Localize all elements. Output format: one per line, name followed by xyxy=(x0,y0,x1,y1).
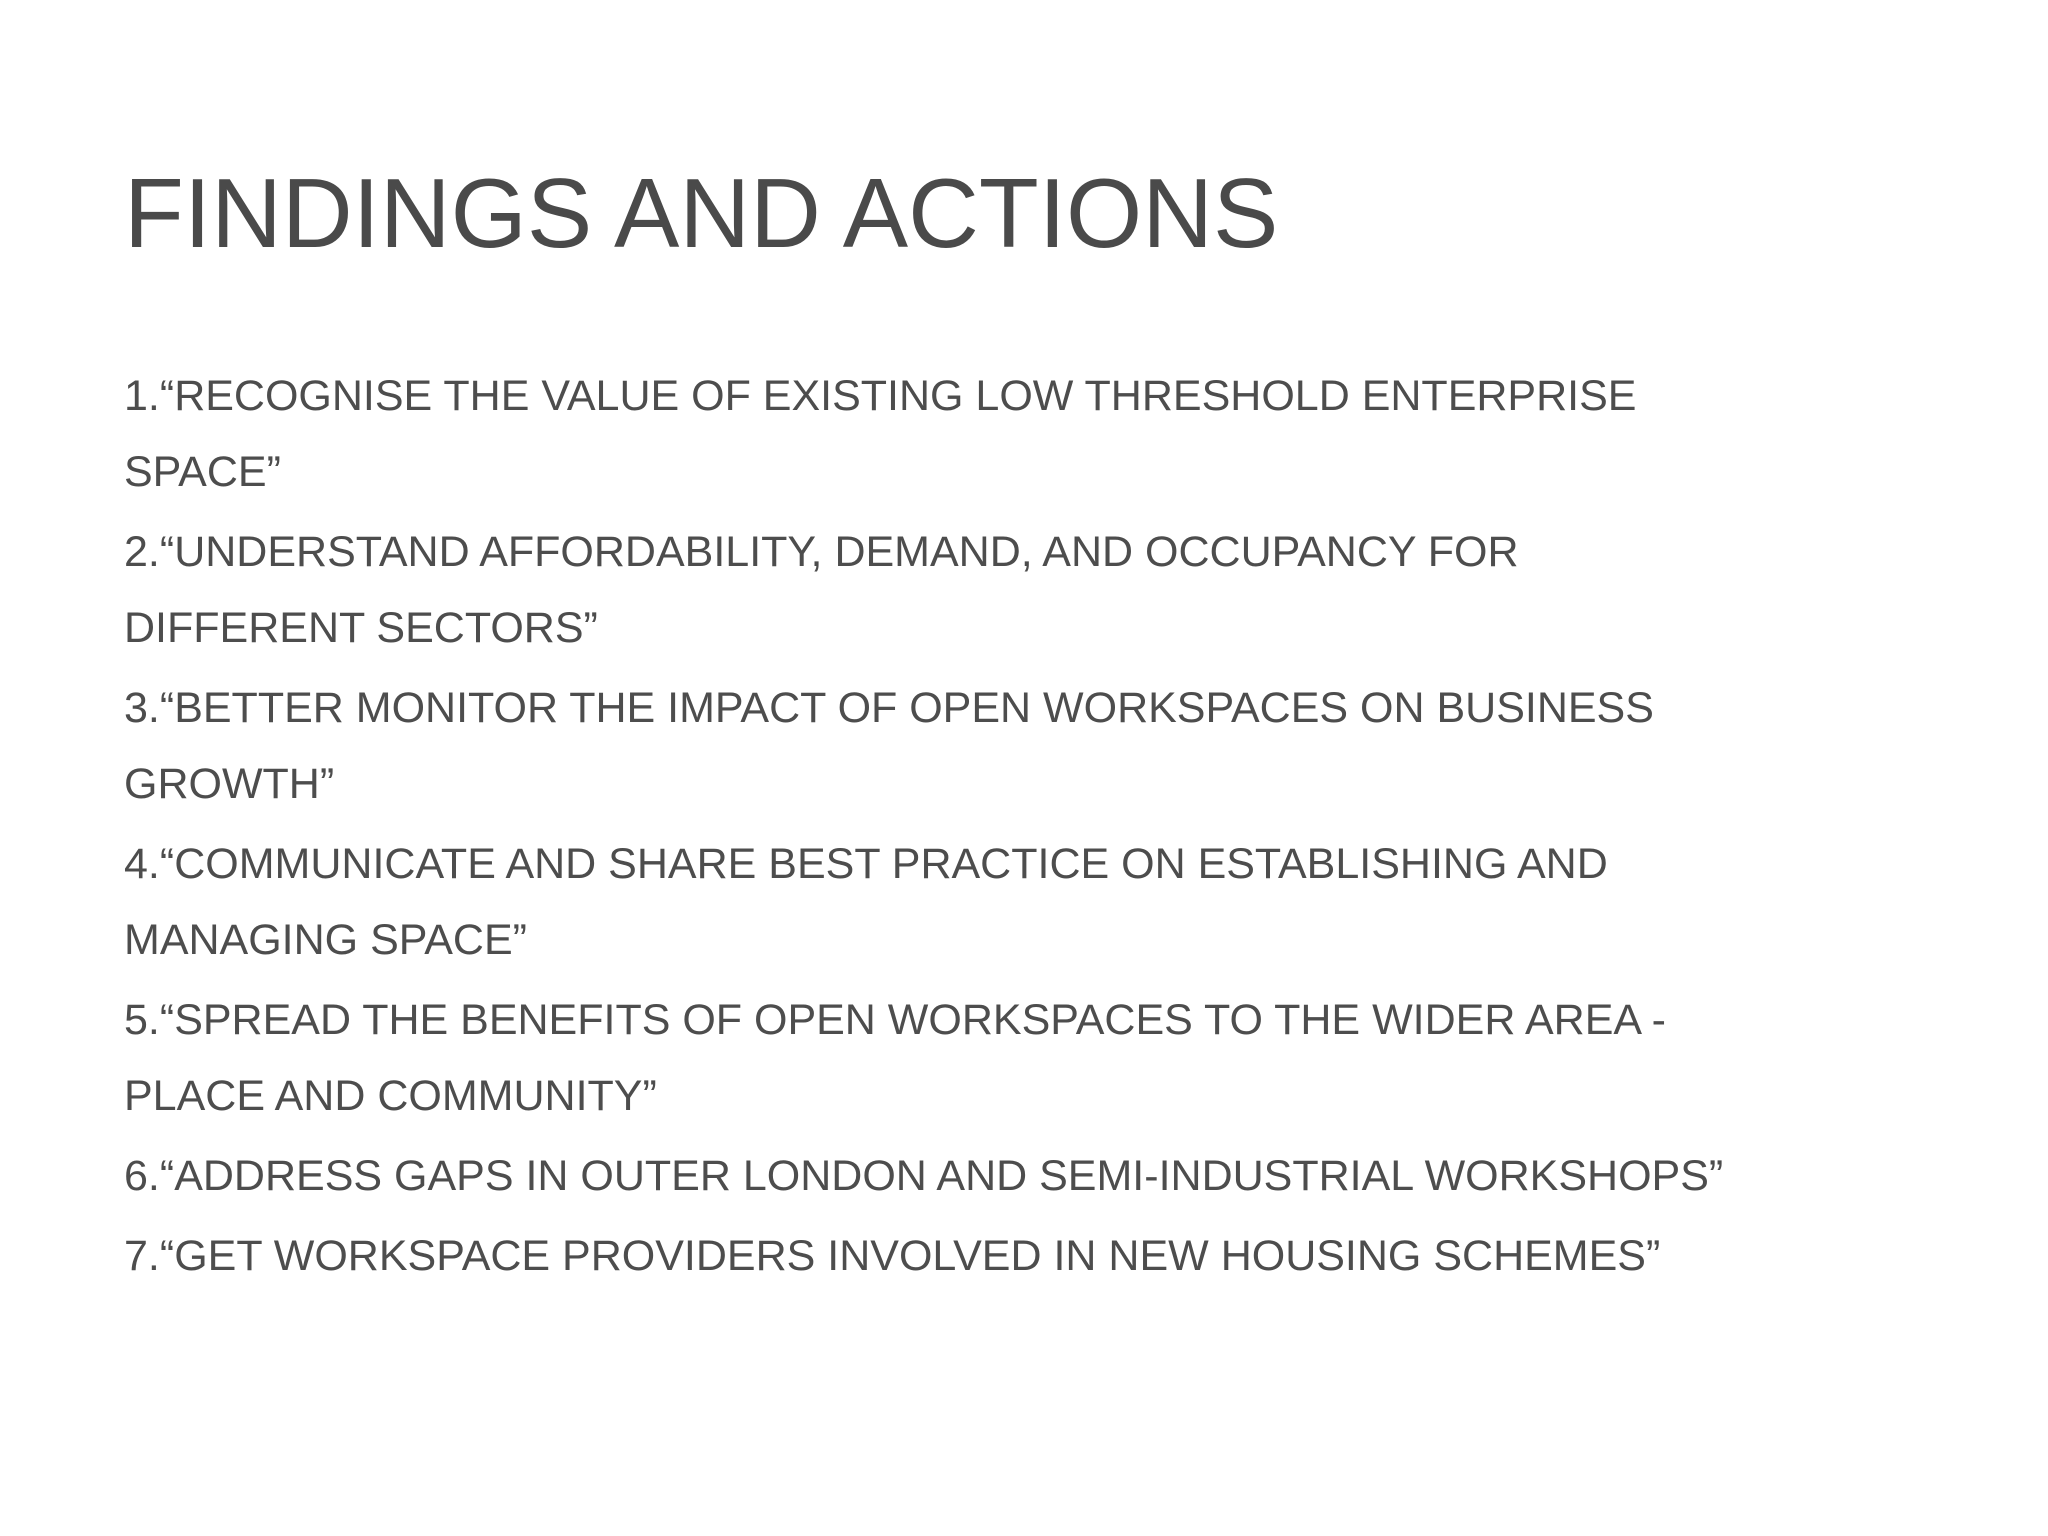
item-text: “ADDRESS GAPS IN OUTER LONDON AND SEMI-INDUSTRIAL WORKSHOPS” xyxy=(159,1152,1724,1200)
item-number: 4. xyxy=(124,840,160,888)
item-text: “GET WORKSPACE PROVIDERS INVOLVED IN NEW HOUSING SCHEMES” xyxy=(159,1232,1661,1280)
list-item xyxy=(124,358,1744,510)
item-number: 7. xyxy=(124,1232,160,1280)
list-item xyxy=(124,514,1744,666)
item-text: “COMMUNICATE AND SHARE BEST PRACTICE ON ESTABLISHING AND MANAGING SPACE” xyxy=(124,840,1608,964)
page-title: FINDINGS AND ACTIONS xyxy=(124,158,1279,268)
item-number: 2. xyxy=(124,528,160,576)
item-number: 5. xyxy=(124,996,160,1044)
findings-list xyxy=(124,358,1764,1298)
item-text: “SPREAD THE BENEFITS OF OPEN WORKSPACES TO THE WIDER AREA - PLACE AND COMMUNITY” xyxy=(124,996,1666,1120)
item-number: 3. xyxy=(124,684,160,732)
list-item xyxy=(124,826,1744,978)
item-text: “RECOGNISE THE VALUE OF EXISTING LOW THRESHOLD ENTERPRISE SPACE” xyxy=(124,372,1637,496)
list-item xyxy=(124,670,1744,822)
item-text: “UNDERSTAND AFFORDABILITY, DEMAND, AND OCCUPANCY FOR DIFFERENT SECTORS” xyxy=(124,528,1519,652)
item-number: 6. xyxy=(124,1152,160,1200)
item-text: “BETTER MONITOR THE IMPACT OF OPEN WORKSPACES ON BUSINESS GROWTH” xyxy=(124,684,1654,808)
list-item xyxy=(124,982,1744,1134)
item-number: 1. xyxy=(124,372,160,420)
list-item xyxy=(124,1218,1744,1294)
list-item xyxy=(124,1138,1744,1214)
